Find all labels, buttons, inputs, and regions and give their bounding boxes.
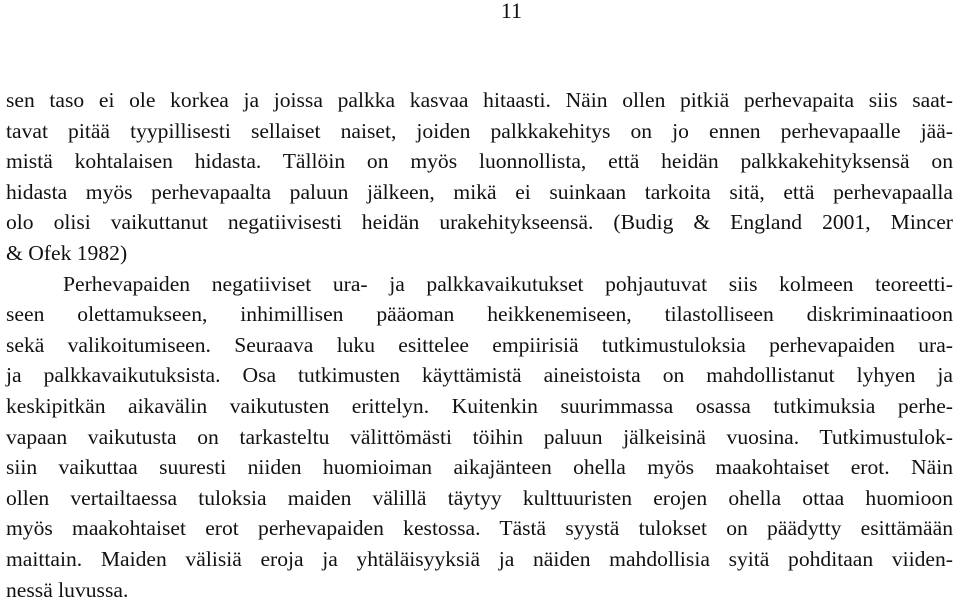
text-line: & Ofek 1982) bbox=[6, 238, 953, 269]
text-line: tavat pitää tyypillisesti sellaiset naiset, joiden palkkakehitys on jo ennen perhevapaalle jää- bbox=[6, 116, 953, 147]
text-line: myös maakohtaiset erot perhevapaiden kestossa. Tästä syystä tulokset on päädytty esittämään bbox=[6, 513, 953, 544]
text-line: siin vaikuttaa suuresti niiden huomioiman aikajänteen ohella myös maakohtaiset erot. Näin bbox=[6, 452, 953, 483]
text-line: keskipitkän aikavälin vaikutusten erittelyn. Kuitenkin suurimmassa osassa tutkimuksia perhe- bbox=[6, 391, 953, 422]
paragraph-2 bbox=[6, 269, 953, 605]
text-line: mistä kohtalaisen hidasta. Tällöin on myös luonnollista, että heidän palkkakehityksensä on bbox=[6, 146, 953, 177]
body-text bbox=[6, 85, 953, 605]
text-line: seen olettamukseen, inhimillisen pääoman heikkenemiseen, tilastolliseen diskriminaatioon bbox=[6, 299, 953, 330]
text-line: hidasta myös perhevapaalta paluun jälkeen, mikä ei suinkaan tarkoita sitä, että perhevapaalla bbox=[6, 177, 953, 208]
text-line: ja palkkavaikutuksista. Osa tutkimusten käyttämistä aineistoista on mahdollistanut lyhyen ja bbox=[6, 360, 953, 391]
text-line: ollen vertailtaessa tuloksia maiden välillä täytyy kulttuuristen erojen ohella ottaa huomioon bbox=[6, 483, 953, 514]
text-line: maittain. Maiden välisiä eroja ja yhtäläisyyksiä ja näiden mahdollisia syitä pohditaan viiden- bbox=[6, 544, 953, 575]
text-line: Perhevapaiden negatiiviset ura- ja palkkavaikutukset pohjautuvat siis kolmeen teoreetti- bbox=[6, 269, 953, 300]
text-line: vapaan vaikutusta on tarkasteltu välittömästi töihin paluun jälkeisinä vuosina. Tutkimustulok- bbox=[6, 422, 953, 453]
text-line: sekä valikoitumiseen. Seuraava luku esittelee empiirisiä tutkimustuloksia perhevapaiden ura- bbox=[6, 330, 953, 361]
text-line: olo olisi vaikuttanut negatiivisesti heidän urakehitykseensä. (Budig & England 2001, Mincer bbox=[6, 207, 953, 238]
text-line: sen taso ei ole korkea ja joissa palkka kasvaa hitaasti. Näin ollen pitkiä perhevapaita siis saat- bbox=[6, 85, 953, 116]
paragraph-1 bbox=[6, 85, 953, 269]
text-line: nessä luvussa. bbox=[6, 575, 953, 605]
page-number: 11 bbox=[501, 0, 522, 24]
